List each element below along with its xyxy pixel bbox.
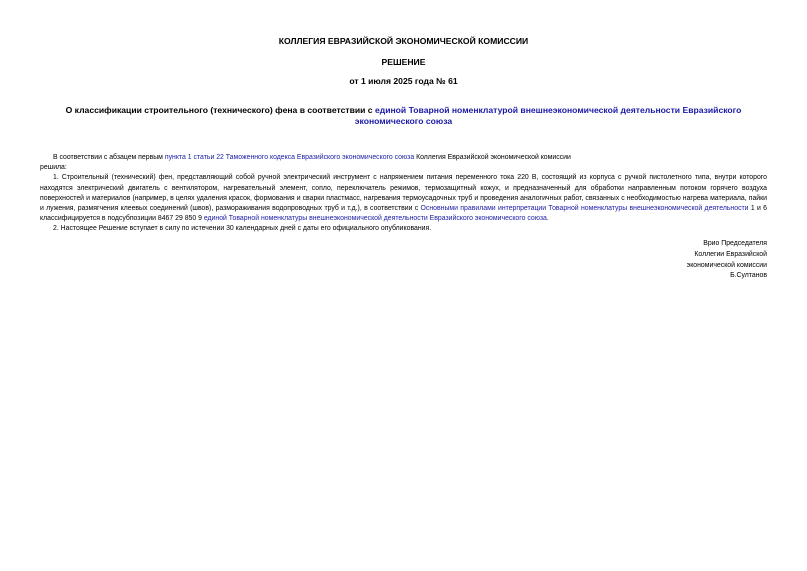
clause-2-paragraph: 2. Настоящее Решение вступает в силу по истечении 30 календарных дней с даты его официального опубликования. [53, 225, 432, 233]
tnved-eaeu-link[interactable]: единой Товарной номенклатуры внешнеэкономической деятельности Евразийского экономического союза [203, 215, 547, 223]
clause-1-end: . [546, 215, 549, 223]
decided-label: решила: [40, 164, 67, 172]
signature-block [687, 239, 767, 282]
document-date-number: от 1 июля 2025 года № 61 [349, 76, 458, 86]
title-tnved-link[interactable]: единой Товарной номенклатурой внешнеэкономической деятельности Евразийского экономического союза [354, 105, 742, 126]
clause-1-text: 1. Строительный (технический) фен, представляющий собой ручной электрический инструмент с напряжением питания переменного тока 220 В, состоящий из корпуса с ручкой пистолетного типа, внутри которого находятся электрический двигатель с вентилятором, нагревательный элемент, сопло, переключатель режимов, термозащитный кожух, и предназначенный для обработки направленным потоком горячего воздуха поверхностей и материалов (например, в целях удаления красок, формования и сварки пластмасс, нагревания термоусадочных труб и проведения аналогичных работ, связанных с необходимостью нагрева материала, пайки и лужения, размягчения клеевых соединений (швов), размораживания водопроводных труб и т.д.), в соответствии с [40, 174, 767, 213]
intro-text-start: В соответствии с абзацем первым [53, 154, 165, 161]
document-type-heading: РЕШЕНИЕ [381, 57, 426, 67]
signature-body-2: экономической комиссии [686, 261, 767, 269]
intro-text-end: Коллегия Евразийской экономической комиссии [414, 154, 571, 161]
title-text: О классификации строительного (технического) фена в соответствии с [65, 105, 375, 115]
signature-name: Б.Султанов [730, 272, 767, 280]
customs-code-link[interactable]: пункта 1 статьи 22 Таможенного кодекса Евразийского экономического союза [164, 154, 415, 161]
signature-body: Коллегии Евразийской [694, 250, 767, 258]
intro-paragraph [40, 153, 767, 163]
interpretation-rules-link[interactable]: Основными правилами интерпретации Товарной номенклатуры внешнеэкономической деятельности [420, 205, 749, 213]
document-body [40, 153, 767, 235]
signature-position: Врио Председателя [703, 240, 767, 247]
organization-heading: КОЛЛЕГИЯ ЕВРАЗИЙСКОЙ ЭКОНОМИЧЕСКОЙ КОМИССИИ [278, 36, 529, 46]
clause-1-paragraph [40, 173, 767, 224]
document-title [40, 105, 767, 127]
clause-1-mid-text: 1 и 6 классифицируется в подсубпозиции 8467 29 850 9 [40, 205, 767, 223]
